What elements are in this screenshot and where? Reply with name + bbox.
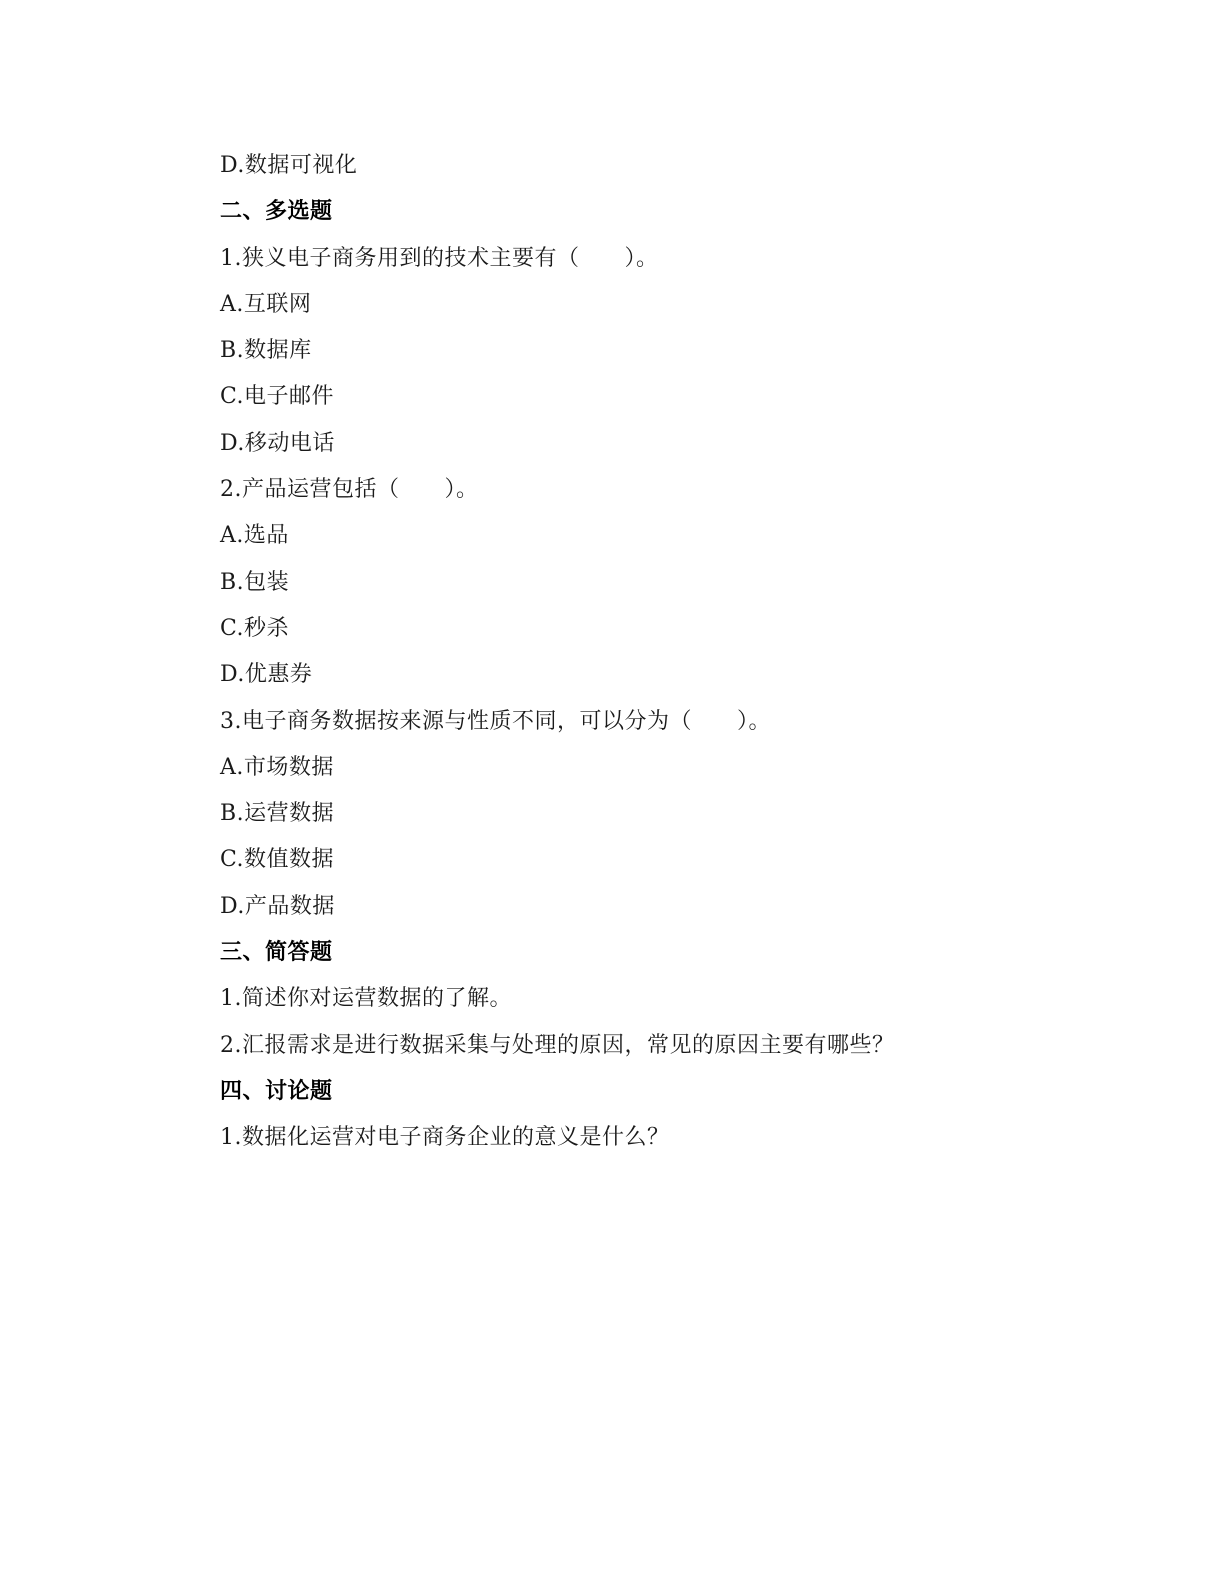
option-text: B.数据库	[220, 338, 312, 364]
option-text: B.运营数据	[220, 801, 335, 827]
option-text: D.优惠券	[220, 662, 313, 688]
section-heading-short-answer: 三、简答题	[220, 940, 333, 966]
option-text: C.秒杀	[220, 615, 290, 641]
question-text: 1.数据化运营对电子商务企业的意义是什么？	[220, 1125, 670, 1151]
option-text: A.互联网	[220, 291, 312, 317]
question-text: 3.电子商务数据按来源与性质不同，可以分为（ ）。	[220, 708, 771, 734]
question-text: 1.简述你对运营数据的了解。	[220, 986, 512, 1012]
option-text: C.电子邮件	[220, 384, 335, 410]
question-text: 2.汇报需求是进行数据采集与处理的原因，常见的原因主要有哪些？	[220, 1032, 895, 1058]
question-text: 1.狭义电子商务用到的技术主要有（ ）。	[220, 245, 659, 271]
option-text: B.包装	[220, 569, 290, 595]
section-heading-discussion: 四、讨论题	[220, 1078, 333, 1104]
option-text: C.数值数据	[220, 847, 335, 873]
option-text: A.市场数据	[220, 754, 334, 780]
section-heading-multiple-choice: 二、多选题	[220, 199, 333, 225]
option-text: D.产品数据	[220, 893, 335, 919]
option-text: A.选品	[220, 523, 289, 549]
question-text: 2.产品运营包括（ ）。	[220, 477, 479, 503]
option-text: D.移动电话	[220, 430, 335, 456]
document-page	[220, 145, 1020, 1164]
option-text: D.数据可视化	[220, 153, 358, 178]
